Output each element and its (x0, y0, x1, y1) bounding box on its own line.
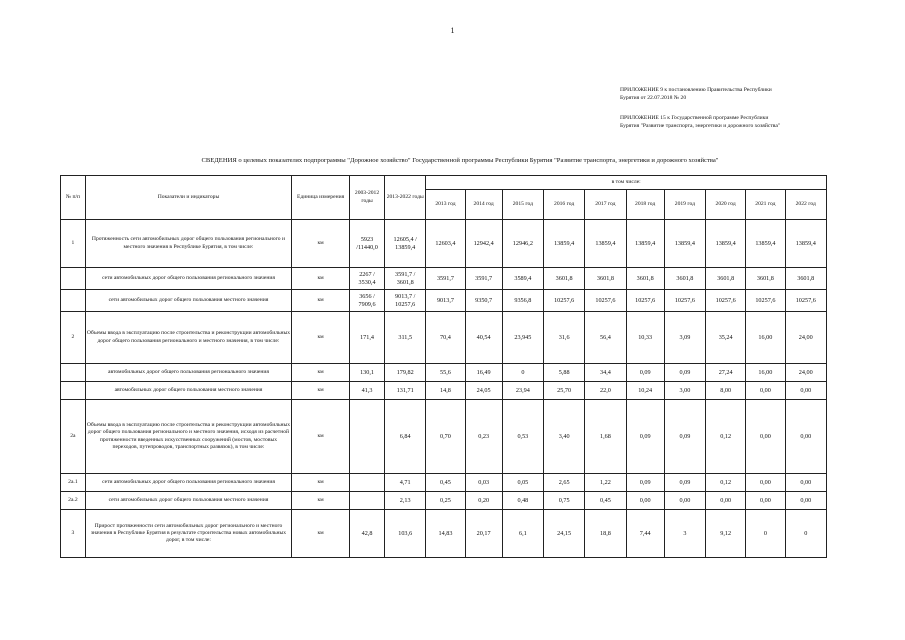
row-value-2013-2022: 2,13 (385, 492, 426, 510)
row-unit: км (292, 474, 350, 492)
row-unit: км (292, 290, 350, 312)
row-value-2013-2022: 3591,7 / 3601,8 (385, 268, 426, 290)
row-unit: км (292, 268, 350, 290)
header-year: 2016 год (544, 190, 585, 220)
row-number: 2а (61, 400, 86, 474)
header-year: 2014 год (465, 190, 502, 220)
row-year-value: 0,12 (706, 400, 746, 474)
row-year-value: 10257,6 (544, 290, 585, 312)
row-indicator-name: сети автомобильных дорог общего пользования местного значения (85, 492, 291, 510)
row-indicator-name: сети автомобильных дорог общего пользования регионального значения (85, 474, 291, 492)
row-indicator-name: автомобильных дорог общего пользования регионального значения (85, 364, 291, 382)
row-year-value: 2,65 (544, 474, 585, 492)
header-period-2013-2022: 2013-2022 годы (385, 176, 426, 220)
header-indicator: Показатели и индикаторы (85, 176, 291, 220)
row-year-value: 20,17 (465, 510, 502, 558)
row-year-value: 13859,4 (664, 220, 705, 268)
row-number: 2а.2 (61, 492, 86, 510)
row-year-value: 9356,8 (502, 290, 543, 312)
row-value-2013-2022: 6,84 (385, 400, 426, 474)
appendix-9-line-1: ПРИЛОЖЕНИЕ 9 к постановлению Правительства Республики (620, 87, 772, 93)
row-year-value: 10257,6 (785, 290, 827, 312)
row-year-value: 0,00 (706, 492, 746, 510)
row-indicator-name: сети автомобильных дорог общего пользования регионального значения (85, 268, 291, 290)
row-year-value: 24,15 (544, 510, 585, 558)
row-year-value: 3601,8 (544, 268, 585, 290)
row-year-value: 0,00 (626, 492, 664, 510)
row-year-value: 13859,4 (626, 220, 664, 268)
row-year-value: 3601,8 (785, 268, 827, 290)
row-number (61, 268, 86, 290)
indicators-table (60, 175, 827, 558)
row-year-value: 0,09 (626, 474, 664, 492)
row-year-value: 25,70 (544, 382, 585, 400)
header-period-2003-2012: 2003-2012 годы (349, 176, 384, 220)
header-year: 2018 год (626, 190, 664, 220)
header-year: 2021 год (746, 190, 785, 220)
table-row (61, 382, 827, 400)
row-year-value: 0,09 (664, 474, 705, 492)
row-year-value: 3591,7 (465, 268, 502, 290)
row-year-value: 10257,6 (746, 290, 785, 312)
table-row (61, 474, 827, 492)
table-row (61, 400, 827, 474)
header-year: 2019 год (664, 190, 705, 220)
row-year-value: 23,945 (502, 312, 543, 364)
row-indicator-name: автомобильных дорог общего пользования местного значения (85, 382, 291, 400)
row-indicator-name: Объемы ввода в эксплуатацию после строительства и реконструкции автомобильных дорог общего пользования регионального и местного значения, исходя из расчетной протяженности введенных искусственных сооружений (мостов, мостовых переходов, путепроводов, транспортных развязок), в том числе: (85, 400, 291, 474)
row-year-value: 0,09 (664, 400, 705, 474)
row-year-value: 10,24 (626, 382, 664, 400)
page-number: 1 (450, 26, 455, 35)
header-num: № п/п (61, 176, 86, 220)
header-year: 2017 год (585, 190, 626, 220)
row-unit: км (292, 400, 350, 474)
row-year-value: 0,00 (746, 382, 785, 400)
row-number (61, 290, 86, 312)
row-year-value: 27,24 (706, 364, 746, 382)
row-year-value: 0,53 (502, 400, 543, 474)
header-year: 2022 год (785, 190, 827, 220)
row-year-value: 0,70 (426, 400, 465, 474)
row-year-value: 12942,4 (465, 220, 502, 268)
row-year-value: 40,54 (465, 312, 502, 364)
document-title: СВЕДЕНИЯ о целевых показателях подпрограммы "Дорожное хозяйство" Государственной программы Республики Бурятия "Развитие транспорта, энергетики и дорожного хозяйства" (201, 157, 719, 164)
row-year-value: 10,33 (626, 312, 664, 364)
row-unit: км (292, 510, 350, 558)
header-year: 2015 год (502, 190, 543, 220)
row-year-value: 0,00 (785, 400, 827, 474)
header-including: в том числе: (426, 176, 827, 190)
row-year-value: 0,03 (465, 474, 502, 492)
row-year-value: 0,45 (426, 474, 465, 492)
appendix-15-line-1: ПРИЛОЖЕНИЕ 15 к Государственной программе Республики (620, 115, 769, 121)
row-value-2003-2012: 171,4 (349, 312, 384, 364)
row-year-value: 22,0 (585, 382, 626, 400)
row-value-2003-2012 (349, 474, 384, 492)
row-year-value: 3601,8 (706, 268, 746, 290)
row-year-value: 9013,7 (426, 290, 465, 312)
row-number: 2 (61, 312, 86, 364)
header-year: 2013 год (426, 190, 465, 220)
row-year-value: 12946,2 (502, 220, 543, 268)
appendix-9-note (620, 86, 890, 102)
row-value-2003-2012: 42,8 (349, 510, 384, 558)
row-year-value: 0,75 (544, 492, 585, 510)
row-year-value: 0,00 (785, 474, 827, 492)
row-value-2003-2012: 41,3 (349, 382, 384, 400)
row-year-value: 18,8 (585, 510, 626, 558)
row-year-value: 0,09 (626, 364, 664, 382)
appendix-9-line-2: Бурятия от 22.07.2018 № 20 (620, 95, 687, 101)
row-indicator-name: Прирост протяженности сети автомобильных дорог регионального и местного значения в Республике Бурятия в результате строительства новых автомобильных дорог, в том числе: (85, 510, 291, 558)
row-year-value: 1,22 (585, 474, 626, 492)
table-row (61, 268, 827, 290)
appendix-15-note (620, 114, 890, 130)
row-year-value: 34,4 (585, 364, 626, 382)
row-value-2013-2022: 131,71 (385, 382, 426, 400)
row-value-2013-2022: 4,71 (385, 474, 426, 492)
row-year-value: 13859,4 (544, 220, 585, 268)
row-value-2013-2022: 103,6 (385, 510, 426, 558)
row-number (61, 364, 86, 382)
row-value-2003-2012: 3656 / 7909,6 (349, 290, 384, 312)
row-year-value: 0 (746, 510, 785, 558)
row-year-value: 31,6 (544, 312, 585, 364)
row-number: 3 (61, 510, 86, 558)
row-year-value: 3601,8 (585, 268, 626, 290)
row-year-value: 3601,8 (746, 268, 785, 290)
table-row (61, 220, 827, 268)
row-year-value: 13859,4 (585, 220, 626, 268)
table-row (61, 492, 827, 510)
row-year-value: 0,00 (664, 492, 705, 510)
row-year-value: 10257,6 (706, 290, 746, 312)
row-year-value: 0,45 (585, 492, 626, 510)
row-year-value: 35,24 (706, 312, 746, 364)
row-value-2003-2012: 5923 /11440,0 (349, 220, 384, 268)
row-value-2013-2022: 179,82 (385, 364, 426, 382)
row-number (61, 382, 86, 400)
row-year-value: 6,1 (502, 510, 543, 558)
row-year-value: 0,00 (746, 492, 785, 510)
row-year-value: 3601,8 (626, 268, 664, 290)
row-year-value: 0,12 (706, 474, 746, 492)
row-indicator-name: сети автомобильных дорог общего пользования местного значения (85, 290, 291, 312)
row-year-value: 3589,4 (502, 268, 543, 290)
row-unit: км (292, 220, 350, 268)
row-indicator-name: Протяженность сети автомобильных дорог общего пользования регионального и местного значения в Республике Бурятия, в том числе: (85, 220, 291, 268)
row-value-2003-2012: 130,1 (349, 364, 384, 382)
row-value-2013-2022: 12605,4 / 13859,4 (385, 220, 426, 268)
row-unit: км (292, 312, 350, 364)
row-year-value: 13859,4 (746, 220, 785, 268)
row-year-value: 0,05 (502, 474, 543, 492)
row-year-value: 0 (502, 364, 543, 382)
row-year-value: 0,23 (465, 400, 502, 474)
row-year-value: 70,4 (426, 312, 465, 364)
row-value-2013-2022: 311,5 (385, 312, 426, 364)
row-year-value: 16,00 (746, 312, 785, 364)
row-year-value: 0,20 (465, 492, 502, 510)
row-year-value: 3601,8 (664, 268, 705, 290)
row-year-value: 0,25 (426, 492, 465, 510)
row-year-value: 24,05 (465, 382, 502, 400)
row-year-value: 3591,7 (426, 268, 465, 290)
table-row (61, 510, 827, 558)
row-year-value: 3 (664, 510, 705, 558)
row-year-value: 16,00 (746, 364, 785, 382)
row-year-value: 3,09 (664, 312, 705, 364)
row-year-value: 10257,6 (626, 290, 664, 312)
row-year-value: 9350,7 (465, 290, 502, 312)
row-year-value: 3,40 (544, 400, 585, 474)
row-unit: км (292, 492, 350, 510)
table-row (61, 364, 827, 382)
row-year-value: 0,09 (664, 364, 705, 382)
row-year-value: 24,00 (785, 312, 827, 364)
row-value-2003-2012 (349, 492, 384, 510)
row-year-value: 8,00 (706, 382, 746, 400)
row-year-value: 5,88 (544, 364, 585, 382)
row-year-value: 16,49 (465, 364, 502, 382)
row-value-2003-2012 (349, 400, 384, 474)
row-year-value: 1,68 (585, 400, 626, 474)
row-year-value: 0,00 (785, 382, 827, 400)
row-year-value: 56,4 (585, 312, 626, 364)
header-year: 2020 год (706, 190, 746, 220)
row-year-value: 12603,4 (426, 220, 465, 268)
row-year-value: 0,00 (746, 400, 785, 474)
row-year-value: 0 (785, 510, 827, 558)
row-year-value: 0,00 (785, 492, 827, 510)
row-value-2003-2012: 2267 / 3530,4 (349, 268, 384, 290)
row-year-value: 3,00 (664, 382, 705, 400)
row-year-value: 10257,6 (664, 290, 705, 312)
row-year-value: 23,94 (502, 382, 543, 400)
row-year-value: 13859,4 (785, 220, 827, 268)
row-number: 1 (61, 220, 86, 268)
row-year-value: 0,48 (502, 492, 543, 510)
row-number: 2а.1 (61, 474, 86, 492)
row-year-value: 10257,6 (585, 290, 626, 312)
row-year-value: 9,12 (706, 510, 746, 558)
table-row (61, 312, 827, 364)
row-year-value: 55,6 (426, 364, 465, 382)
row-value-2013-2022: 9013,7 / 10257,6 (385, 290, 426, 312)
row-year-value: 24,00 (785, 364, 827, 382)
row-year-value: 13859,4 (706, 220, 746, 268)
row-unit: км (292, 382, 350, 400)
row-indicator-name: Объемы ввода в эксплуатацию после строительства и реконструкции автомобильных дорог общего пользования регионального и местного значения, в том числе: (85, 312, 291, 364)
row-year-value: 0,00 (746, 474, 785, 492)
row-year-value: 14,8 (426, 382, 465, 400)
header-unit: Единица измерения (292, 176, 350, 220)
row-year-value: 0,09 (626, 400, 664, 474)
row-year-value: 7,44 (626, 510, 664, 558)
row-year-value: 14,83 (426, 510, 465, 558)
row-unit: км (292, 364, 350, 382)
appendix-15-line-2: Бурятия "Развитие транспорта, энергетики и дорожного хозяйства" (620, 123, 781, 129)
table-row (61, 290, 827, 312)
